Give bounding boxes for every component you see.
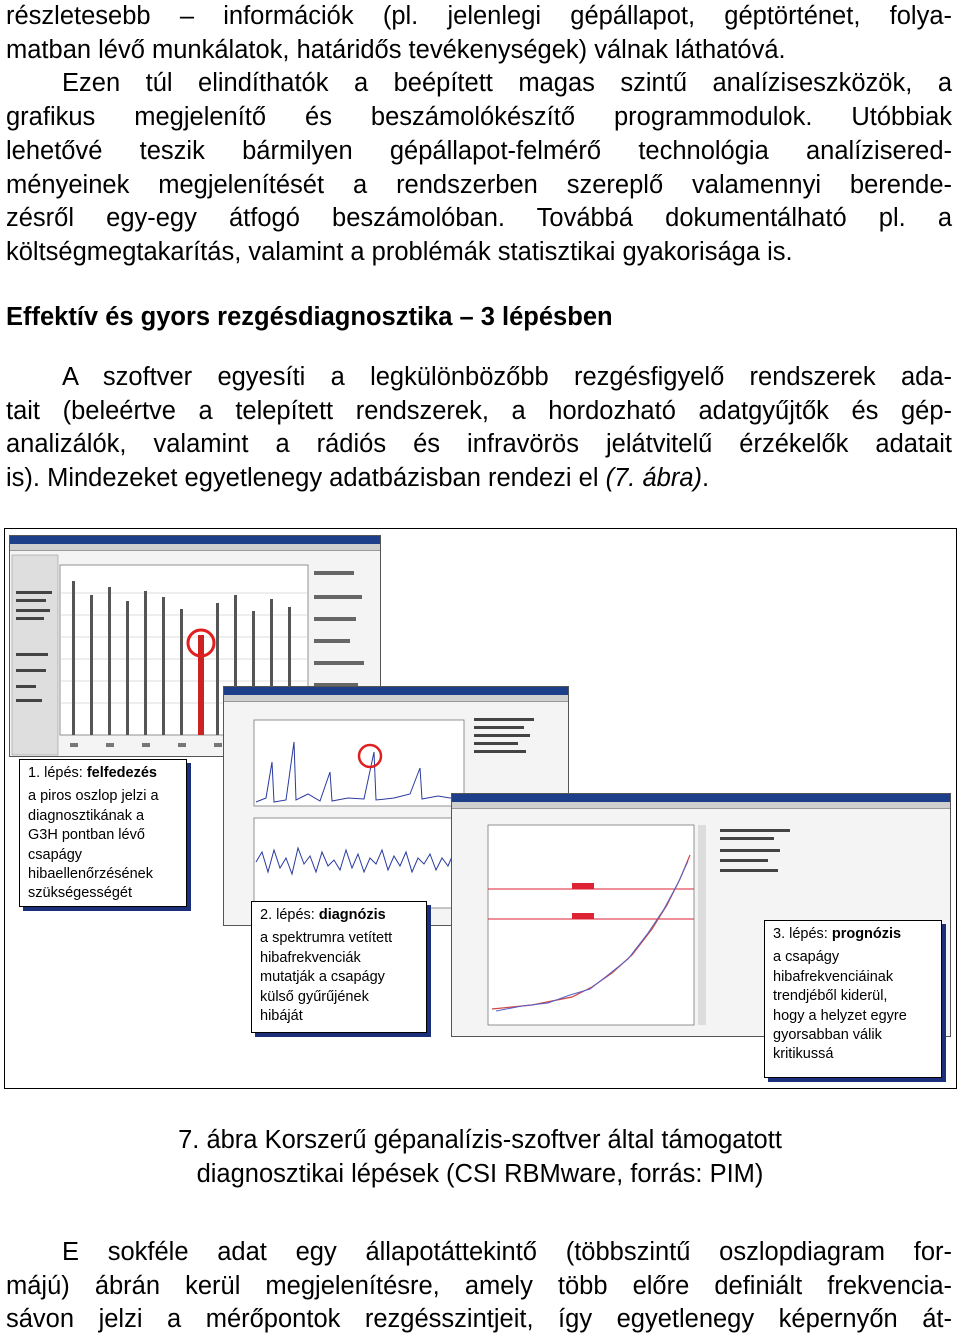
figure-caption: [0, 1124, 960, 1191]
step3-line: trendjéből kiderül,: [773, 988, 888, 1005]
step3-prefix: 3. lépés:: [773, 926, 832, 942]
step1-line: csapágy: [28, 846, 83, 863]
text-line: ményeinek megjelenítését a rendszerben szereplő valamennyi berende-: [6, 170, 952, 199]
text-line: részletesebb – információk (pl. jelenlegi gépállapot, géptörténet, folya-: [6, 2, 952, 30]
step2-line: a spektrumra vetített: [260, 930, 393, 947]
text-line: analizálók, valamint a rádiós és infravörös jelátvitelű érzékelők adatait: [6, 430, 952, 459]
step1-title-bold: felfedezés: [86, 765, 157, 781]
step2-callout: [251, 901, 427, 1033]
text-line: zésről egy-egy átfogó beszámolóban. Továbbá dokumentálható pl. a: [6, 204, 952, 233]
paragraph-software: [6, 361, 952, 496]
text-line: sávon jelzi a mérőpontok rezgésszintjeit, így egyetlenegy képernyőn át-: [6, 1305, 952, 1334]
text-line: E sokféle adat egy állapotáttekintő (többszintű oszlopdiagram for-: [62, 1238, 952, 1266]
text-line: A szoftver egyesíti a legkülönbözőbb rezgésfigyelő rendszerek ada-: [62, 363, 952, 391]
step2-prefix: 2. lépés:: [260, 907, 319, 923]
text-line: tait (beleértve a telepített rendszerek, a hordozható adatgyűjtők és gép-: [6, 396, 952, 425]
section-heading: Effektív és gyors rezgésdiagnosztika – 3 lépésben: [6, 303, 613, 331]
step3-title: [773, 925, 933, 944]
step1-line: szükségességét: [28, 885, 132, 902]
text-line: matban lévő munkálatok, határidős tevékenységek) válnak láthatóvá.: [6, 35, 786, 64]
step3-title-bold: prognózis: [831, 926, 902, 942]
caption-line: diagnosztikai lépések (CSI RBMware, forrás: PIM): [196, 1159, 764, 1188]
step1-line: diagnosztikának a: [28, 807, 145, 824]
text-line: Ezen túl elindíthatók a beépített magas szintű analíziseszközök, a: [62, 69, 952, 98]
step2-title: [260, 906, 418, 925]
text-line: költségmegtakarítás, valamint a problémák statisztikai gyakorisága is.: [6, 237, 793, 266]
text-line: grafikus megjelenítő és beszámolókészítő programmodulok. Utóbbiak: [6, 103, 952, 132]
step1-callout: [19, 759, 187, 907]
step1-line: hibaellenőrzésének: [28, 866, 153, 883]
step1-prefix: 1. lépés:: [28, 765, 87, 781]
step2-line: külső gyűrűjének: [260, 988, 369, 1005]
text-span: is). Mindezeket egyetlenegy adatbázisban rendezi el: [6, 464, 606, 493]
step3-line: gyorsabban válik: [773, 1027, 882, 1044]
paragraph-intro: [6, 0, 952, 270]
figure-7: [4, 528, 957, 1089]
step3-callout: [764, 920, 942, 1078]
step3-line: kritikussá: [773, 1046, 834, 1063]
step2-title-bold: diagnózis: [318, 907, 386, 923]
paragraph-overview: [6, 1236, 952, 1337]
step1-line: a piros oszlop jelzi a: [28, 788, 159, 805]
step1-title: [28, 764, 178, 783]
text-line: [6, 462, 952, 496]
step3-line: a csapágy: [773, 949, 840, 966]
caption-line: 7. ábra Korszerű gépanalízis-szoftver által támogatott: [178, 1126, 782, 1154]
step2-line: hibáját: [260, 1008, 303, 1025]
text-line: lehetővé teszik bármilyen gépállapot-felmérő technológia analízisered-: [6, 136, 952, 165]
figure-reference: (7. ábra): [605, 464, 702, 493]
text-line: májú) ábrán kerül megjelenítésre, amely több előre definiált frekvencia-: [6, 1271, 952, 1300]
step1-line: G3H pontban lévő: [28, 827, 145, 844]
step2-line: mutatják a csapágy: [260, 969, 385, 986]
text-span: .: [702, 464, 710, 493]
step3-line: hogy a helyzet egyre: [773, 1007, 907, 1024]
step3-line: hibafrekvenciáinak: [773, 968, 894, 985]
step2-line: hibafrekvenciák: [260, 949, 361, 966]
